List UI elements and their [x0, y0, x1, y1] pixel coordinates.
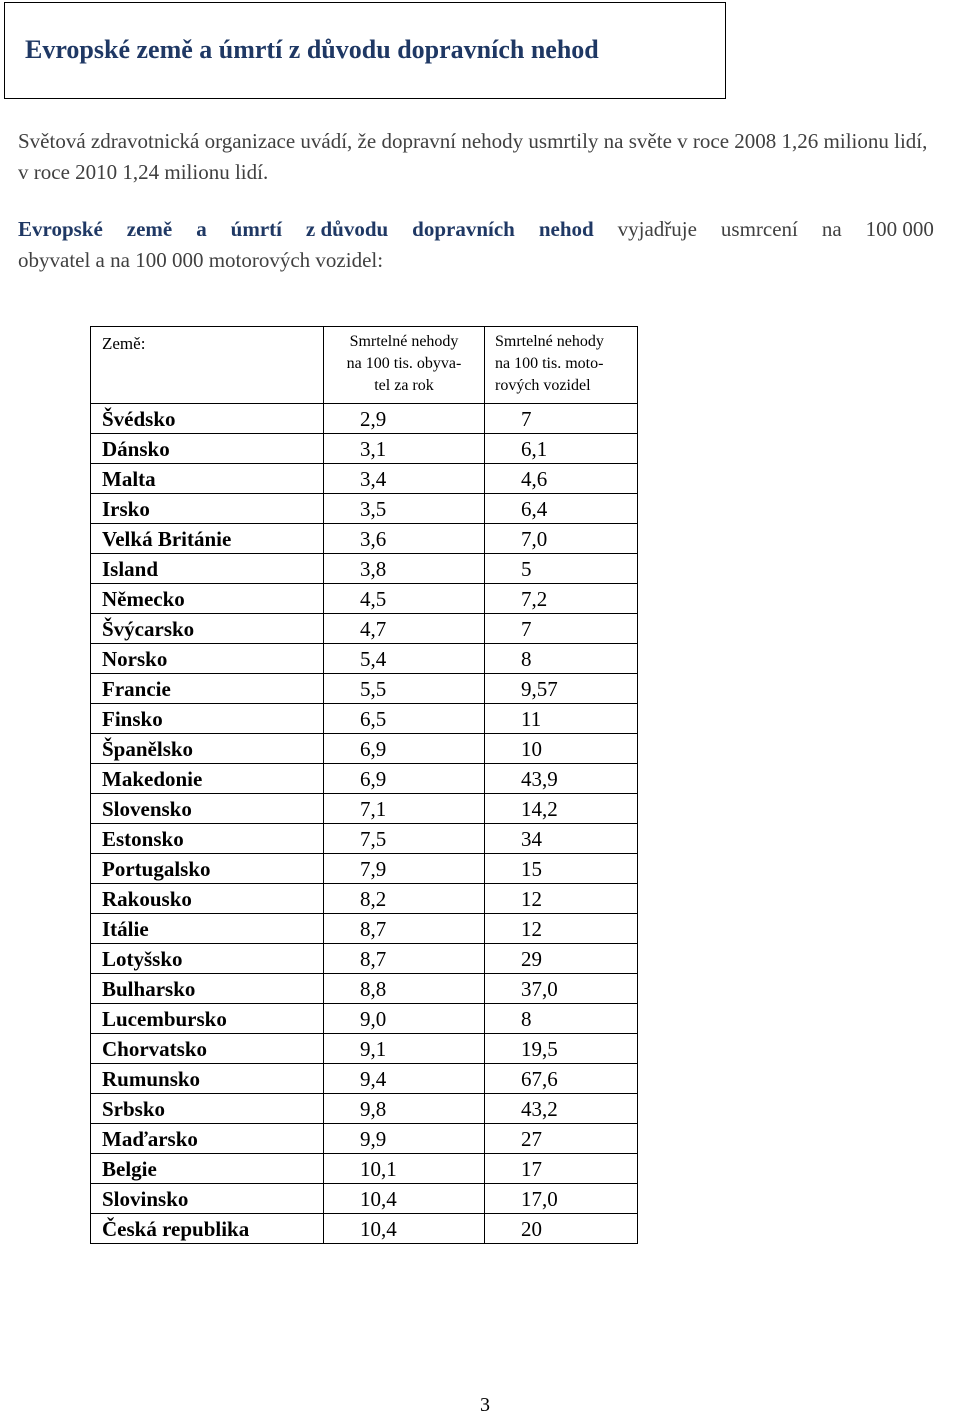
table-row	[91, 1034, 638, 1064]
per-vehicles-cell: 10	[485, 734, 638, 764]
country-cell: Španělsko	[91, 734, 324, 764]
per-population-cell: 3,5	[324, 494, 485, 524]
country-cell: Švédsko	[91, 404, 324, 434]
table-row	[91, 734, 638, 764]
country-cell: Švýcarsko	[91, 614, 324, 644]
per-vehicles-cell: 4,6	[485, 464, 638, 494]
table-row	[91, 1094, 638, 1124]
per-population-cell: 9,4	[324, 1064, 485, 1094]
per-population-cell: 4,5	[324, 584, 485, 614]
per-vehicles-cell: 7	[485, 404, 638, 434]
per-population-cell: 8,7	[324, 914, 485, 944]
table-header-row	[91, 327, 638, 404]
country-cell: Lucembursko	[91, 1004, 324, 1034]
page-title: Evropské země a úmrtí z důvodu dopravních nehod	[25, 35, 599, 64]
per-population-cell: 9,1	[324, 1034, 485, 1064]
header-line: Smrtelné nehody	[349, 333, 459, 350]
per-population-cell: 3,8	[324, 554, 485, 584]
per-vehicles-cell: 6,4	[485, 494, 638, 524]
description-bold-word: úmrtí	[230, 217, 282, 241]
per-population-cell: 3,6	[324, 524, 485, 554]
per-population-cell: 5,4	[324, 644, 485, 674]
table-row	[91, 944, 638, 974]
country-cell: Norsko	[91, 644, 324, 674]
table-row	[91, 1004, 638, 1034]
table-row	[91, 464, 638, 494]
header-per-vehicles	[485, 327, 638, 404]
description-word: 100 000	[865, 217, 934, 241]
country-cell: Island	[91, 554, 324, 584]
per-population-cell: 7,1	[324, 794, 485, 824]
fatalities-table	[90, 326, 638, 1244]
per-population-cell: 5,5	[324, 674, 485, 704]
per-vehicles-cell: 9,57	[485, 674, 638, 704]
header-line: tel za rok	[374, 377, 434, 394]
country-cell: Srbsko	[91, 1094, 324, 1124]
per-vehicles-cell: 5	[485, 554, 638, 584]
per-population-cell: 10,4	[324, 1214, 485, 1244]
description-line-2: obyvatel a na 100 000 motorových vozidel:	[18, 248, 384, 272]
table-row	[91, 524, 638, 554]
country-cell: Itálie	[91, 914, 324, 944]
country-cell: Portugalsko	[91, 854, 324, 884]
per-vehicles-cell: 7,0	[485, 524, 638, 554]
table-row	[91, 404, 638, 434]
description-word: na	[821, 217, 842, 241]
per-population-cell: 6,9	[324, 734, 485, 764]
country-cell: Malta	[91, 464, 324, 494]
per-vehicles-cell: 20	[485, 1214, 638, 1244]
country-cell: Lotyšsko	[91, 944, 324, 974]
per-vehicles-cell: 11	[485, 704, 638, 734]
header-per-population	[324, 327, 485, 404]
description-bold-word: Evropské	[18, 217, 103, 241]
description-bold-word: nehod	[538, 217, 594, 241]
table-row	[91, 1154, 638, 1184]
per-vehicles-cell: 34	[485, 824, 638, 854]
description-bold-word: a	[196, 217, 207, 241]
country-cell: Slovensko	[91, 794, 324, 824]
table-row	[91, 614, 638, 644]
country-cell: Irsko	[91, 494, 324, 524]
per-vehicles-cell: 8	[485, 644, 638, 674]
table-row	[91, 824, 638, 854]
country-cell: Rumunsko	[91, 1064, 324, 1094]
description-bold-word: z důvodu	[305, 217, 389, 241]
table-row	[91, 764, 638, 794]
intro-paragraph: Světová zdravotnická organizace uvádí, že dopravní nehody usmrtily na světe v roce 2008 1,26 milionu lidí, v roce 2010 1,24 milionu lidí.	[18, 129, 928, 184]
table-row	[91, 494, 638, 524]
table-row	[91, 434, 638, 464]
per-vehicles-cell: 7,2	[485, 584, 638, 614]
country-cell: Estonsko	[91, 824, 324, 854]
country-cell: Velká Británie	[91, 524, 324, 554]
table-row	[91, 554, 638, 584]
table-row	[91, 644, 638, 674]
per-population-cell: 9,0	[324, 1004, 485, 1034]
per-vehicles-cell: 17,0	[485, 1184, 638, 1214]
table-row	[91, 854, 638, 884]
per-vehicles-cell: 37,0	[485, 974, 638, 1004]
description-word: usmrcení	[720, 217, 798, 241]
per-population-cell: 3,4	[324, 464, 485, 494]
description-word: vyjadřuje	[617, 217, 697, 241]
header-country: Země:	[91, 327, 324, 404]
per-vehicles-cell: 27	[485, 1124, 638, 1154]
per-vehicles-cell: 15	[485, 854, 638, 884]
table-row	[91, 674, 638, 704]
description-line-1	[18, 214, 934, 245]
per-population-cell: 9,9	[324, 1124, 485, 1154]
per-population-cell: 4,7	[324, 614, 485, 644]
table-row	[91, 974, 638, 1004]
table-row	[91, 914, 638, 944]
header-line: na 100 tis. moto-	[495, 355, 604, 372]
table-row	[91, 704, 638, 734]
per-vehicles-cell: 6,1	[485, 434, 638, 464]
per-population-cell: 9,8	[324, 1094, 485, 1124]
per-vehicles-cell: 14,2	[485, 794, 638, 824]
description-bold-word: dopravních	[412, 217, 515, 241]
table-row	[91, 794, 638, 824]
per-vehicles-cell: 8	[485, 1004, 638, 1034]
country-cell: Makedonie	[91, 764, 324, 794]
table-row	[91, 584, 638, 614]
per-population-cell: 3,1	[324, 434, 485, 464]
per-population-cell: 10,4	[324, 1184, 485, 1214]
country-cell: Rakousko	[91, 884, 324, 914]
per-population-cell: 7,9	[324, 854, 485, 884]
header-line: na 100 tis. obyva-	[346, 355, 462, 372]
country-cell: Slovinsko	[91, 1184, 324, 1214]
per-vehicles-cell: 67,6	[485, 1064, 638, 1094]
per-population-cell: 2,9	[324, 404, 485, 434]
table-row	[91, 884, 638, 914]
per-vehicles-cell: 19,5	[485, 1034, 638, 1064]
country-cell: Maďarsko	[91, 1124, 324, 1154]
title-box	[4, 2, 726, 99]
per-vehicles-cell: 17	[485, 1154, 638, 1184]
country-cell: Chorvatsko	[91, 1034, 324, 1064]
page-number: 3	[480, 1394, 490, 1416]
per-vehicles-cell: 7	[485, 614, 638, 644]
per-vehicles-cell: 43,9	[485, 764, 638, 794]
header-line: Smrtelné nehody	[495, 333, 604, 350]
per-population-cell: 6,9	[324, 764, 485, 794]
country-cell: Dánsko	[91, 434, 324, 464]
country-cell: Francie	[91, 674, 324, 704]
country-cell: Česká republika	[91, 1214, 324, 1244]
per-population-cell: 7,5	[324, 824, 485, 854]
per-vehicles-cell: 43,2	[485, 1094, 638, 1124]
table-row	[91, 1064, 638, 1094]
per-population-cell: 10,1	[324, 1154, 485, 1184]
table-row	[91, 1124, 638, 1154]
table-row	[91, 1214, 638, 1244]
country-cell: Německo	[91, 584, 324, 614]
description-paragraph	[18, 214, 934, 276]
country-cell: Bulharsko	[91, 974, 324, 1004]
per-population-cell: 8,7	[324, 944, 485, 974]
per-vehicles-cell: 12	[485, 914, 638, 944]
per-population-cell: 8,8	[324, 974, 485, 1004]
table-row	[91, 1184, 638, 1214]
country-cell: Belgie	[91, 1154, 324, 1184]
per-vehicles-cell: 12	[485, 884, 638, 914]
per-population-cell: 6,5	[324, 704, 485, 734]
per-vehicles-cell: 29	[485, 944, 638, 974]
per-population-cell: 8,2	[324, 884, 485, 914]
country-cell: Finsko	[91, 704, 324, 734]
header-line: rových vozidel	[495, 377, 591, 394]
description-bold-word: země	[126, 217, 173, 241]
